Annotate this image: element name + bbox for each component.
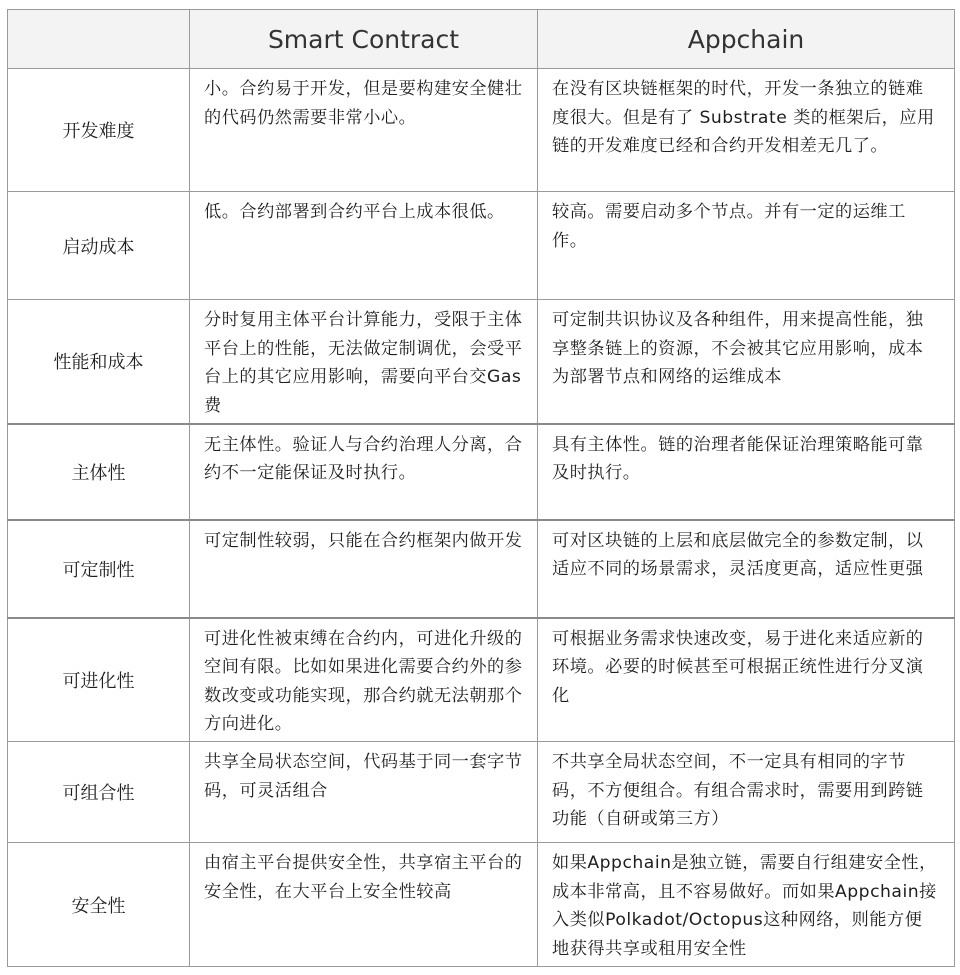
cell-appchain: 在没有区块链框架的时代，开发一条独立的链难度很大。但是有了 Substrate 类的框架后，应用链的开发难度已经和合约开发相差无几了。 (538, 69, 955, 192)
cell-appchain: 具有主体性。链的治理者能保证治理策略能可靠及时执行。 (538, 424, 955, 520)
table-row (8, 843, 955, 967)
row-label-security: 安全性 (8, 843, 190, 967)
row-label-composability: 可组合性 (8, 742, 190, 843)
comparison-table (7, 9, 955, 967)
cell-smart-contract: 由宿主平台提供安全性，共享宿主平台的安全性，在大平台上安全性较高 (190, 843, 538, 967)
cell-smart-contract: 无主体性。验证人与合约治理人分离，合约不一定能保证及时执行。 (190, 424, 538, 520)
row-label-customizability: 可定制性 (8, 520, 190, 618)
cell-smart-contract: 可进化性被束缚在合约内，可进化升级的空间有限。比如如果进化需要合约外的参数改变或功能实现，那合约就无法朝那个方向进化。 (190, 618, 538, 742)
cell-appchain: 不共享全局状态空间，不一定具有相同的字节码，不方便组合。有组合需求时，需要用到跨链功能（自研或第三方） (538, 742, 955, 843)
table-row (8, 618, 955, 742)
header-corner-cell (8, 10, 190, 69)
cell-appchain: 可对区块链的上层和底层做完全的参数定制，以适应不同的场景需求，灵活度更高，适应性更强 (538, 520, 955, 618)
row-label-evolvability: 可进化性 (8, 618, 190, 742)
table-row (8, 520, 955, 618)
cell-smart-contract: 小。合约易于开发，但是要构建安全健壮的代码仍然需要非常小心。 (190, 69, 538, 192)
cell-smart-contract: 共享全局状态空间，代码基于同一套字节码，可灵活组合 (190, 742, 538, 843)
cell-appchain: 可定制共识协议及各种组件，用来提高性能，独享整条链上的资源，不会被其它应用影响，成本为部署节点和网络的运维成本 (538, 300, 955, 424)
row-label-sovereignty: 主体性 (8, 424, 190, 520)
cell-smart-contract: 可定制性较弱，只能在合约框架内做开发 (190, 520, 538, 618)
comparison-table-wrapper (7, 9, 955, 967)
header-smart-contract: Smart Contract (190, 10, 538, 69)
row-label-startup-cost: 启动成本 (8, 192, 190, 300)
table-row (8, 424, 955, 520)
cell-appchain: 可根据业务需求快速改变，易于进化来适应新的环境。必要的时候甚至可根据正统性进行分叉演化 (538, 618, 955, 742)
table-row (8, 742, 955, 843)
cell-appchain: 如果Appchain是独立链，需要自行组建安全性，成本非常高，且不容易做好。而如果Appchain接入类似Polkadot/Octopus这种网络，则能方便地获得共享或租用安全性 (538, 843, 955, 967)
table-row (8, 192, 955, 300)
header-row (8, 10, 955, 69)
table-row (8, 69, 955, 192)
table-row (8, 300, 955, 424)
cell-appchain: 较高。需要启动多个节点。并有一定的运维工作。 (538, 192, 955, 300)
row-label-performance-cost: 性能和成本 (8, 300, 190, 424)
header-appchain: Appchain (538, 10, 955, 69)
row-label-dev-difficulty: 开发难度 (8, 69, 190, 192)
cell-smart-contract: 分时复用主体平台计算能力，受限于主体平台上的性能，无法做定制调优，会受平台上的其它应用影响，需要向平台交Gas费 (190, 300, 538, 424)
cell-smart-contract: 低。合约部署到合约平台上成本很低。 (190, 192, 538, 300)
